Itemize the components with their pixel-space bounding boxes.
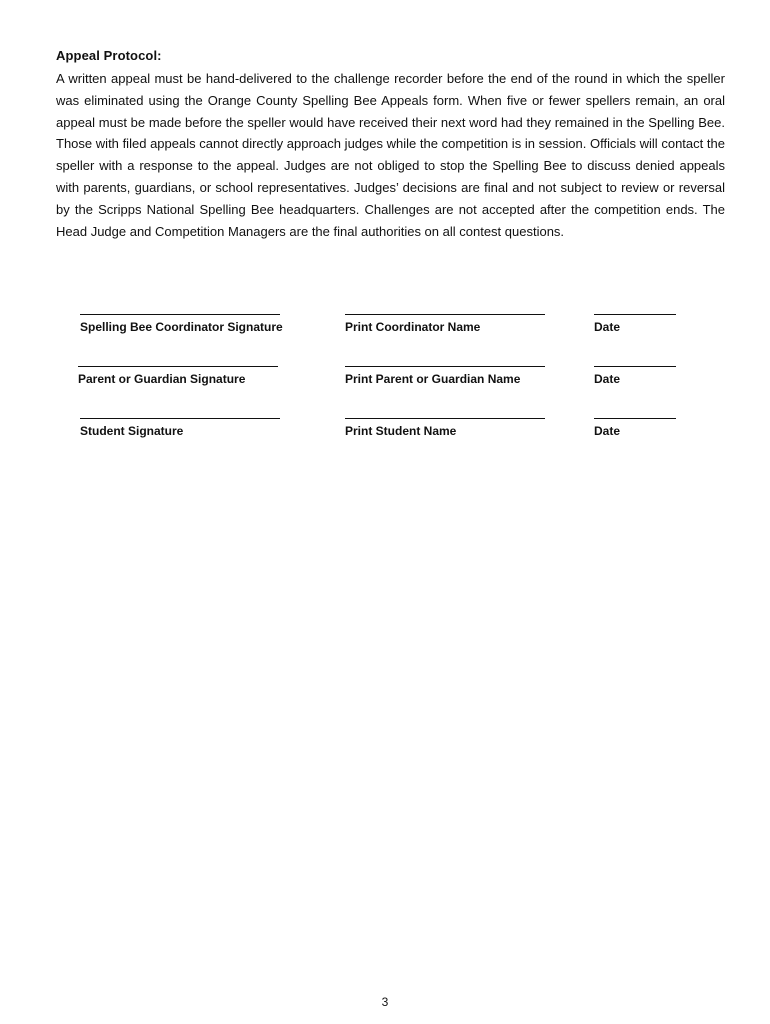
parent-print-name-label: Print Parent or Guardian Name — [345, 372, 521, 386]
section-heading: Appeal Protocol: — [56, 48, 162, 63]
student-signature-line — [80, 418, 280, 419]
signature-row-parent — [0, 366, 770, 400]
parent-signature-field — [78, 366, 278, 386]
coordinator-date-line — [594, 314, 676, 315]
coordinator-date-field — [594, 314, 676, 334]
student-date-label: Date — [594, 424, 621, 438]
student-date-field — [594, 418, 676, 438]
parent-print-name-line — [345, 366, 545, 367]
parent-signature-line — [78, 366, 278, 367]
coordinator-signature-line — [80, 314, 280, 315]
student-print-name-line — [345, 418, 545, 419]
parent-signature-label: Parent or Guardian Signature — [78, 372, 246, 386]
signature-row-student — [0, 418, 770, 452]
coordinator-print-name-label: Print Coordinator Name — [345, 320, 481, 334]
parent-date-label: Date — [594, 372, 621, 386]
student-print-name-field — [345, 418, 545, 438]
coordinator-print-name-line — [345, 314, 545, 315]
coordinator-print-name-field — [345, 314, 545, 334]
appeal-protocol-paragraph: A written appeal must be hand-delivered to the challenge recorder before the end of the round in which the speller was eliminated using the Orange County Spelling Bee Appeals form. When five or fewer spellers remain, an oral appeal must be made before the speller would have received their next word had they remained in the Spelling Bee. Those with filed appeals cannot directly approach judges while the competition is in session. Officials will contact the speller with a response to the appeal. Judges are not obliged to stop the Spelling Bee to discuss denied appeals with parents, guardians, or school representatives. Judges’ decisions are final and not subject to review or reversal by the Scripps National Spelling Bee headquarters. Challenges are not accepted after the competition ends. The Head Judge and Competition Managers are the final authorities on all contest questions. — [56, 71, 725, 239]
student-signature-label: Student Signature — [80, 424, 184, 438]
student-signature-field — [80, 418, 280, 438]
student-print-name-label: Print Student Name — [345, 424, 457, 438]
parent-date-line — [594, 366, 676, 367]
parent-date-field — [594, 366, 676, 386]
page-number: 3 — [381, 995, 389, 1009]
parent-print-name-field — [345, 366, 545, 386]
student-date-line — [594, 418, 676, 419]
coordinator-date-label: Date — [594, 320, 621, 334]
coordinator-signature-field — [80, 314, 283, 334]
coordinator-signature-label: Spelling Bee Coordinator Signature — [80, 320, 283, 334]
signature-row-coordinator — [0, 314, 770, 348]
